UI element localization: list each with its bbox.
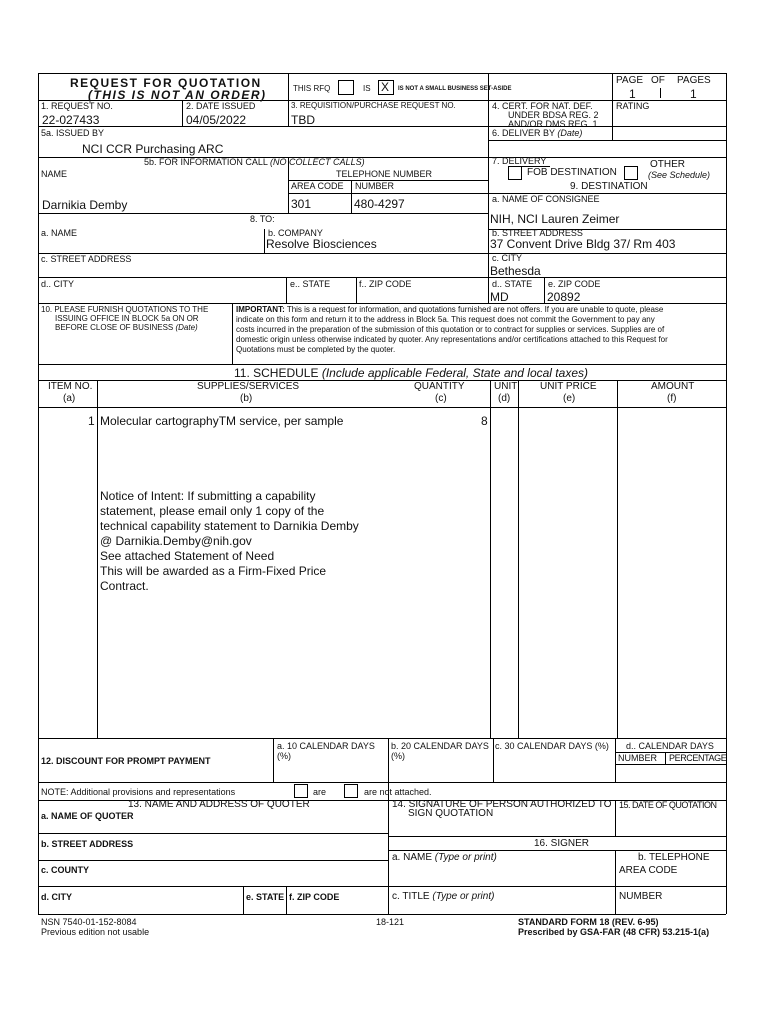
furnish-quote-l1: 10. PLEASE FURNISH QUOTATIONS TO THE [41, 305, 209, 314]
signer-number-label: NUMBER [619, 891, 663, 902]
cert-label-l3: AND/OR DMS REG. 1 [508, 120, 598, 126]
deliver-by-label: 6. DELIVER BY (Date) [492, 128, 583, 138]
col-unit: UNIT [494, 381, 518, 392]
furnish-quote-l3: BEFORE CLOSE OF BUSINESS (Date) [55, 323, 198, 332]
col-item-no: ITEM NO. [48, 381, 93, 392]
important-l1: IMPORTANT: This is a request for information, and quotations furnished are not offers. If you are unable to quote, please [236, 305, 664, 314]
col-amount-sub: (f) [667, 393, 677, 404]
date-of-quotation-label: 15. DATE OF QUOTATION [619, 800, 717, 810]
area-code-label: AREA CODE [291, 181, 344, 191]
fob-destination-label: FOB DESTINATION [527, 167, 617, 178]
requisition-value[interactable]: TBD [291, 113, 315, 127]
note-label: NOTE: Additional provisions and representations [41, 787, 236, 797]
quoter-city-label: d. CITY [41, 892, 72, 902]
info-call-label: 5b. FOR INFORMATION CALL (NO COLLECT CALLS) [144, 157, 365, 167]
quoter-name-label: a. NAME OF QUOTER [41, 811, 134, 821]
standard-form-label: STANDARD FORM 18 (REV. 6-95) [518, 917, 659, 927]
quoter-state-label: e. STATE [246, 892, 285, 902]
consignee-label: a. NAME OF CONSIGNEE [492, 194, 600, 204]
form-code: 18-121 [376, 917, 405, 927]
furnish-quote-l2: ISSUING OFFICE IN BLOCK 5a ON OR [55, 314, 199, 323]
page-number: 1 [629, 87, 636, 101]
notice-line: Notice of Intent: If submitting a capability [100, 489, 316, 503]
phone-number-value[interactable]: 480-4297 [354, 197, 405, 211]
request-no-value[interactable]: 22-027433 [42, 113, 100, 127]
destination-label: 9. DESTINATION [570, 181, 648, 192]
col-unit-price: UNIT PRICE [540, 381, 597, 392]
notice-line: See attached Statement of Need [100, 549, 275, 563]
to-street-label: c. STREET ADDRESS [41, 254, 132, 264]
check-mark: X [381, 80, 390, 94]
dest-state-label: d.. STATE [492, 279, 533, 289]
important-l4: domestic origin unless otherwise indicated by quoter. Any representations and/or certifications attached to this Request for [236, 335, 668, 344]
dest-city-value[interactable]: Bethesda [490, 264, 541, 278]
other-checkbox[interactable] [624, 166, 638, 180]
issued-by-label: 5a. ISSUED BY [41, 128, 105, 138]
contact-name-value[interactable]: Darnikia Demby [42, 198, 128, 212]
dest-zip-value[interactable]: 20892 [547, 290, 581, 304]
discount-20-pct: (%) [391, 751, 405, 761]
item-no-value[interactable]: 1 [88, 414, 95, 428]
previous-edition-label: Previous edition not usable [41, 927, 150, 937]
name-label: NAME [41, 169, 68, 179]
date-issued-label: 2. DATE ISSUED [186, 101, 256, 111]
to-city-label: d.. CITY [41, 279, 75, 289]
this-rfq-label: THIS RFQ [293, 84, 331, 93]
signature-label-l1: 14. SIGNATURE OF PERSON AUTHORIZED TO [392, 799, 612, 810]
are-checkbox[interactable] [294, 784, 308, 798]
are-not-label: are not attached. [364, 787, 432, 797]
signature-label-l2: SIGN QUOTATION [408, 808, 494, 819]
signer-label: 16. SIGNER [534, 838, 590, 849]
discount-d-label: d.. CALENDAR DAYS [626, 741, 714, 751]
notice-email-line: @ Darnikia.Demby@nih.gov [100, 534, 252, 548]
discount-number-label: NUMBER [618, 753, 658, 763]
important-l5: Quotations must be completed by the quoter. [236, 345, 396, 354]
dest-zip-label: e. ZIP CODE [548, 279, 601, 289]
notice-line: technical capability statement to Darnikia Demby [100, 519, 359, 533]
discount-percentage-label: PERCENTAGE [669, 753, 727, 763]
item-description[interactable]: Molecular cartographyTM service, per sample [100, 414, 344, 428]
pages-label: PAGES [677, 75, 711, 86]
dest-street-value[interactable]: 37 Convent Drive Bldg 37/ Rm 403 [490, 237, 676, 251]
notice-line: This will be awarded as a Firm-Fixed Price [100, 564, 327, 578]
form-title: REQUEST FOR QUOTATION [70, 76, 262, 90]
col-supplies-sub: (b) [240, 393, 253, 404]
fob-destination-checkbox[interactable] [508, 166, 522, 180]
other-label: OTHER [650, 159, 685, 170]
number-label: NUMBER [355, 181, 395, 191]
form-subtitle: (THIS IS NOT AN ORDER) [88, 88, 267, 102]
delivery-label: 7. DELIVERY [492, 156, 547, 166]
col-quantity-sub: (c) [435, 393, 447, 404]
cert-label-l2: UNDER BDSA REG. 2 [508, 110, 599, 120]
not-small-business-checkbox[interactable] [378, 80, 394, 95]
quoter-street-label: b. STREET ADDRESS [41, 839, 134, 849]
issued-by-value[interactable]: NCI CCR Purchasing ARC [82, 143, 224, 156]
signer-telephone-label: b. TELEPHONE [638, 852, 710, 863]
requisition-label: 3. REQUISITION/PURCHASE REQUEST NO. [291, 101, 456, 110]
notice-line: statement, please email only 1 copy of the [100, 504, 325, 518]
item-quantity[interactable]: 8 [481, 414, 488, 428]
prompt-payment-label: 12. DISCOUNT FOR PROMPT PAYMENT [41, 756, 211, 766]
gsa-far-label: Prescribed by GSA-FAR (48 CFR) 53.215-1(a) [518, 927, 710, 937]
set-aside-label: IS NOT A SMALL BUSINESS SET-ASIDE [398, 86, 512, 92]
dest-street-label: b. STREET ADDRESS [492, 228, 583, 238]
see-schedule-label: (See Schedule) [648, 170, 711, 180]
discount-20-label: b. 20 CALENDAR DAYS [391, 741, 489, 751]
nsn-label: NSN 7540-01-152-8084 [41, 917, 137, 927]
page-label: PAGE [616, 75, 644, 86]
signer-area-code-label: AREA CODE [619, 865, 678, 876]
of-label: OF [651, 75, 665, 86]
col-unit-price-sub: (e) [563, 393, 576, 404]
cert-label-l1: 4. CERT. FOR NAT. DEF. [492, 101, 593, 111]
signer-name-label: a. NAME (Type or print) [392, 852, 497, 863]
discount-10-label: a. 10 CALENDAR DAYS [277, 741, 375, 751]
to-name-label: a. NAME [41, 228, 78, 238]
is-label: IS [363, 84, 371, 93]
notice-line: Contract. [100, 579, 149, 593]
quoter-zip-label: f. ZIP CODE [289, 892, 340, 902]
quoter-section-label: 13. NAME AND ADDRESS OF QUOTER [128, 799, 310, 810]
col-unit-sub: (d) [498, 393, 511, 404]
to-state-label: e.. STATE [290, 279, 331, 289]
to-label: 8. TO: [250, 214, 275, 224]
pages-number: 1 [690, 87, 697, 101]
small-business-checkbox[interactable] [338, 80, 354, 95]
consignee-value[interactable]: NIH, NCI Lauren Zeimer [490, 212, 620, 226]
signer-title-label: c. TITLE (Type or print) [392, 891, 495, 902]
request-no-label: 1. REQUEST NO. [41, 101, 113, 111]
to-zip-label: f.. ZIP CODE [359, 279, 412, 289]
company-label: b. COMPANY [268, 228, 323, 238]
discount-10-pct: (%) [277, 751, 291, 761]
quoter-county-label: c. COUNTY [41, 865, 90, 875]
company-value[interactable]: Resolve Biosciences [266, 237, 377, 251]
are-label: are [313, 787, 327, 797]
col-quantity: QUANTITY [414, 381, 465, 392]
area-code-value[interactable]: 301 [291, 197, 312, 211]
date-issued-value[interactable]: 04/05/2022 [186, 113, 247, 127]
rating-label: RATING [616, 101, 650, 111]
important-l3: costs incurred in the preparation of the submission of this quotation or to contract for supplies or services. Supplies are of [236, 325, 665, 334]
col-supplies: SUPPLIES/SERVICES [197, 381, 300, 392]
discount-30-label: c. 30 CALENDAR DAYS (%) [495, 741, 609, 751]
col-item-no-sub: (a) [63, 393, 76, 404]
important-l2: indicate on this form and return it to the address in Block 5a. This request does not commit the Government to pay any [236, 315, 655, 324]
dest-state-value[interactable]: MD [490, 290, 509, 304]
schedule-title: 11. SCHEDULE (Include applicable Federal, State and local taxes) [234, 366, 588, 380]
telephone-label: TELEPHONE NUMBER [336, 169, 433, 179]
are-not-checkbox[interactable] [344, 784, 358, 798]
col-amount: AMOUNT [651, 381, 695, 392]
dest-city-label: c. CITY [492, 253, 523, 263]
